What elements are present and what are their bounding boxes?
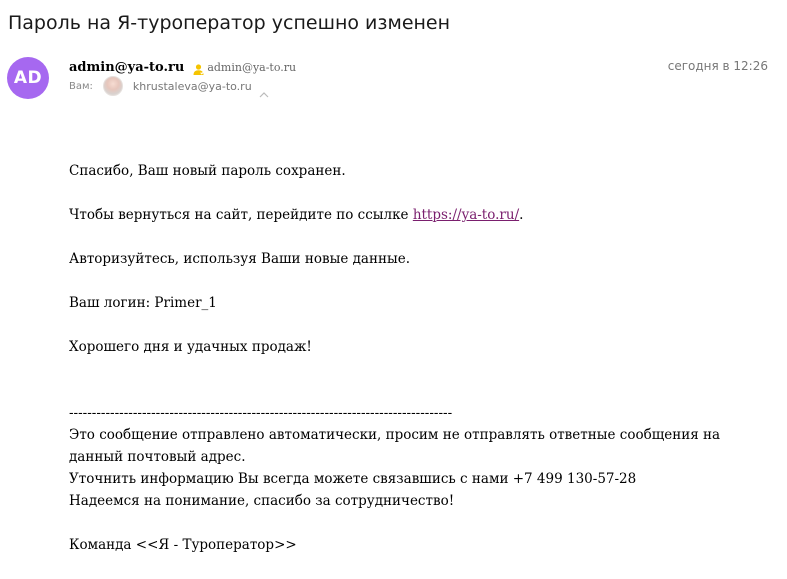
divider: ------------------------------------------------------------------------------------ (69, 405, 453, 421)
return-suffix: . (519, 207, 524, 223)
recipient-row (69, 77, 269, 95)
body-line-thanks: Спасибо, Ваш новый пароль сохранен. (69, 163, 346, 179)
return-text: Чтобы вернуться на сайт, перейдите по ссылке (69, 207, 413, 223)
email-body (69, 160, 769, 556)
verified-sender-icon (192, 61, 205, 74)
chevron-up-icon[interactable] (259, 83, 269, 90)
footer-line-2: данный почтовый адрес. (69, 449, 246, 465)
email-date: сегодня в 12:26 (667, 59, 768, 73)
signature: Команда <<Я - Туроператор>> (69, 537, 297, 553)
footer-line-1: Это сообщение отправлено автоматически, просим не отправлять ответные сообщения на (69, 427, 721, 443)
body-line-login: Ваш логин: Primer_1 (69, 295, 217, 311)
footer-line-3: Уточнить информацию Вы всегда можете связавшись с нами +7 499 130-57-28 (69, 471, 637, 487)
site-link[interactable]: https://ya-to.ru/ (412, 207, 520, 223)
sender-email[interactable]: admin@ya-to.ru (207, 60, 297, 74)
recipient-email[interactable]: khrustaleva@ya-to.ru (132, 79, 252, 93)
body-line-return (69, 204, 769, 226)
to-label: Вам: (69, 80, 93, 92)
body-line-authorize: Авторизуйтесь, используя Ваши новые данные. (69, 251, 410, 267)
body-line-wishes: Хорошего дня и удачных продаж! (69, 339, 312, 355)
sender-row (69, 58, 296, 76)
sender-avatar[interactable]: AD (7, 57, 49, 99)
sender-name[interactable]: admin@ya-to.ru (69, 59, 185, 75)
email-subject: Пароль на Я-туроператор успешно изменен (8, 12, 451, 34)
recipient-avatar[interactable] (103, 76, 123, 96)
footer-line-4: Надеемся на понимание, спасибо за сотрудничество! (69, 493, 455, 509)
